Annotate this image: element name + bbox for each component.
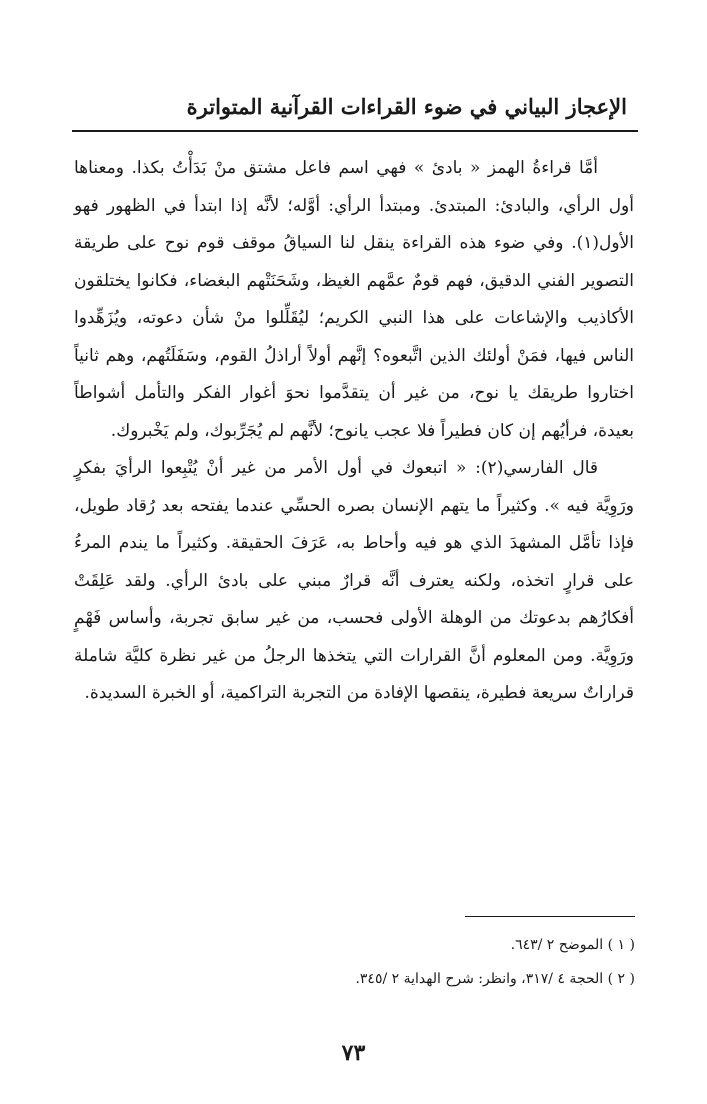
paragraph-1: أمَّا قراءةُ الهمز « بادئ » فهي اسم فاعل مشتق منْ بَدَأْتُ بكذا. ومعناها أول الرأي، والبادئ: المبتدئ. ومبتدأ الرأي: أوَّله؛ لأنَّه إذا ابتدأ في الظهور فهو الأول(١). وفي ضوء هذه القراءة ينقل لنا السياقُ موقف قوم نوح على طريقة التصوير الفني الدقيق، فهم قومٌ عمَّهم الغيظ، وشَحَنَتْهم البغضاء، فكانوا يختلقون الأكاذيب والإشاعات على هذا النبي الكريم؛ ليُقَلِّلوا منْ شأن دعوته، ويُزَهِّدوا الناس فيها، فمَنْ أولئك الذين اتَّبعوه؟ إنَّهم أولاً أراذلُ القوم، وسَفَلَتُهم، وهم ثانياً اختاروا طريقك يا نوح، من غير أن يتقدَّموا نحوَ أغوار الفكر والتأمل أشواطاً بعيدة، فرأيُهم إن كان فطيراً فلا عجب يانوح؛ لأنَّهم لم يُجَرِّبوك، ولم يَخْبروك. xyxy=(74,158,634,441)
header-divider xyxy=(72,130,638,132)
footnotes xyxy=(75,928,635,996)
footnote-divider xyxy=(465,916,635,917)
page-number: ٧٣ xyxy=(341,1040,366,1066)
footnote-1: ( ١ ) الموضح ٢ /٦٤٣. xyxy=(510,937,635,953)
main-text xyxy=(74,150,634,713)
running-header-title: الإعجاز البياني في ضوء القراءات القرآنية المتواترة xyxy=(186,94,627,119)
paragraph-2: قال الفارسي(٢): « اتبعوك في أول الأمر من غير أنْ يُتْبِعوا الرأيَ بفكرٍ ورَوِيَّة فيه ». وكثيراً ما يتهم الإنسان بصره الحسِّي عندما يفتحه بعد رُقاد طويل، فإذا تأمَّل المشهدَ الذي هو فيه وأحاط به، عَرَفَ الحقيقة. وكثيراً ما يندم المرءُ على قرارٍ اتخذه، ولكنه يعترف أنَّه قرارٌ مبني على بادئ الرأي. ولقد عَلِقَتْ أفكارُهم بدعوتك من الوهلة الأولى فحسب، من غير سابق تجربة، وأساس فَهْمٍ ورَوِيَّة. ومن المعلوم أنَّ القرارات التي يتخذها الرجلُ من غير نظرة كليَّة شاملة قراراتٌ سريعة فطيرة، ينقصها الإفادة من التجربة التراكمية، أو الخبرة السديدة. xyxy=(74,458,634,703)
footnote-2: ( ٢ ) الحجة ٤ /٣١٧، وانظر: شرح الهداية ٢ /٣٤٥. xyxy=(355,971,635,987)
